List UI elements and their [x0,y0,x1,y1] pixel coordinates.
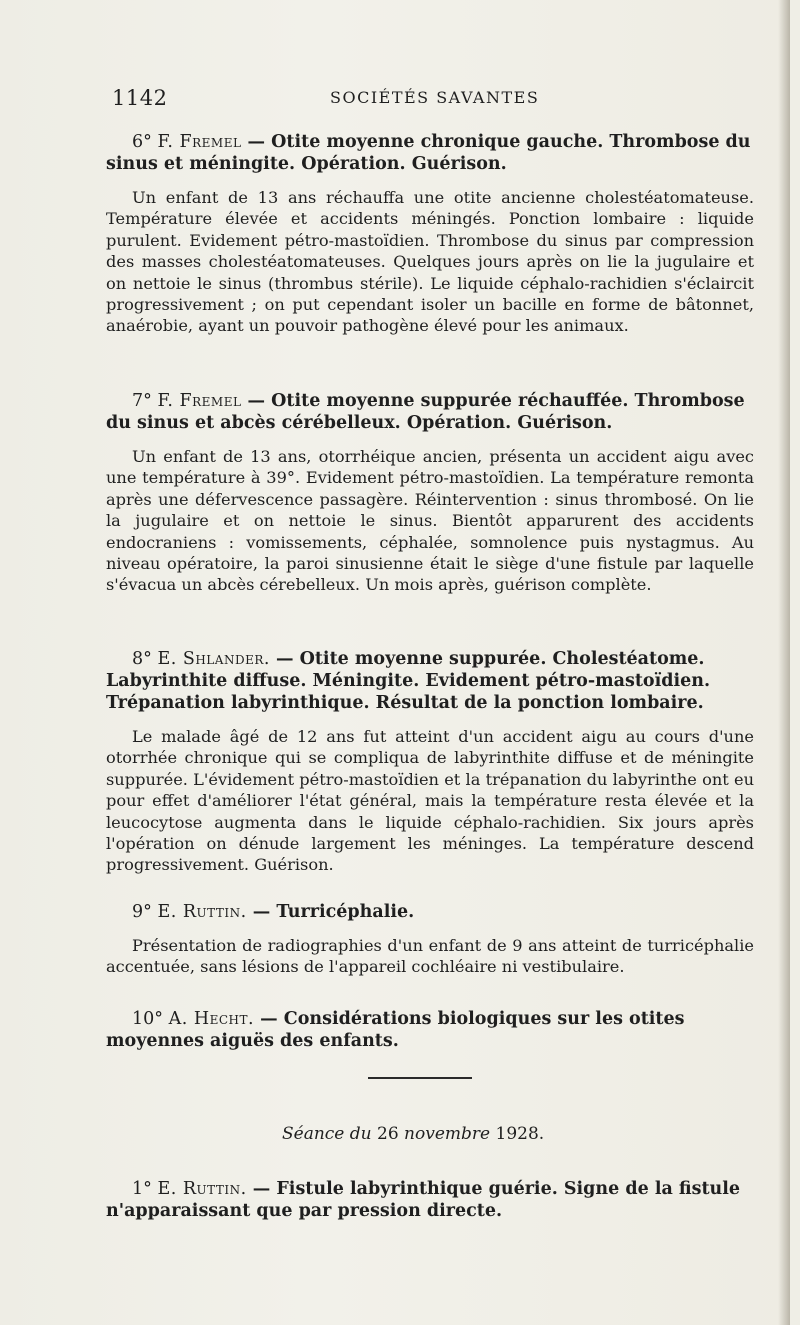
entry-title [106,1178,754,1222]
session-day: 26 [377,1124,399,1144]
entry-title [106,901,754,923]
entry-number: 10° [132,1009,169,1029]
entry-8 [106,648,754,876]
entry-6 [106,131,754,337]
entry-title [106,648,754,714]
entry-number: 9° [132,902,158,922]
session-entry-1 [106,1178,754,1222]
session-year: 1928. [495,1124,545,1144]
entry-title-text: — Turricéphalie. [246,902,415,922]
entry-author: A. Hecht. [168,1009,255,1029]
entry-number: 8° [132,649,158,669]
entry-number: 7° [132,391,158,411]
session-label: Séance du [282,1124,378,1144]
entry-title-text: — Otite moyenne chronique gauche. Thrombose du sinus et méningite. Opération. Guérison. [106,132,751,174]
session-month: novembre [398,1124,496,1144]
entry-9 [106,901,754,978]
entry-body: Le malade âgé de 12 ans fut atteint d'un accident aigu au cours d'une otorrhée chronique qui se compliqua de labyrinthite diffuse et de méningite suppurée. L'évidement pétro-mastoïdien et la trépanation du labyrinthe ont eu pour effet d'améliorer l'état général, mais la température resta élevée et la leucocytose augmenta dans le liquide céphalo-rachidien. Six jours après l'opération on dénude largement les méninges. La température descend progressivement. Guérison. [106,727,754,875]
entry-author: E. Shlander. [157,649,270,669]
entry-author: F. Fremel [157,132,242,152]
entry-author: E. Ruttin. [157,1179,247,1199]
entry-number: 1° [132,1179,158,1199]
entry-title-text: — Fistule labyrinthique guérie. Signe de la fistule n'apparaissant que par pression directe. [106,1179,741,1221]
entry-author: E. Ruttin. [157,902,247,922]
page-edge-shadow [778,0,790,1325]
session-heading [282,1124,544,1144]
entry-7 [106,390,754,596]
page-number: 1142 [112,86,168,110]
running-head: SOCIÉTÉS SAVANTES [330,88,540,107]
entry-author: F. Fremel [157,391,242,411]
entry-title [106,390,754,434]
entry-body: Présentation de radiographies d'un enfant de 9 ans atteint de turricéphalie accentuée, sans lésions de l'appareil cochléaire ni vestibulaire. [106,936,754,977]
entry-number: 6° [132,132,158,152]
entry-title-text: — Otite moyenne suppurée. Cholestéatome. Labyrinthite diffuse. Méningite. Evidement pétro-mastoïdien. Trépanation labyrinthique. Résultat de la ponction lombaire. [106,649,711,713]
entry-title-text: — Otite moyenne suppurée réchauffée. Thrombose du sinus et abcès cérébelleux. Opération. Guérison. [106,391,745,433]
entry-10 [106,1008,754,1052]
section-divider [368,1077,472,1079]
entry-body: Un enfant de 13 ans réchauffa une otite ancienne cholestéatomateuse. Température élevée et accidents méningés. Ponction lombaire : liquide purulent. Evidement pétro-mastoïdien. Thrombose du sinus par compression des masses cholestéatomateuses. Quelques jours après on lie la jugulaire et on nettoie le sinus (thrombus stérile). Le liquide céphalo-rachidien s'éclaircit progressivement ; on put cependant isoler un bacille en forme de bâtonnet, anaérobie, ayant un pouvoir pathogène élevé pour les animaux. [106,188,754,336]
page-header [112,86,742,114]
entry-body: Un enfant de 13 ans, otorrhéique ancien, présenta un accident aigu avec une température à 39°. Evidement pétro-mastoïdien. La température remonta après une défervescence passagère. Réintervention : sinus thrombosé. On lie la jugulaire et on nettoie le sinus. Bientôt apparurent des accidents endocraniens : vomissements, céphalée, somnolence puis nystagmus. Au niveau opératoire, la paroi sinusienne était le siège d'une fistule par laquelle s'évacua un abcès cérebelleux. Un mois après, guérison complète. [106,447,754,595]
entry-title-text: — Considérations biologiques sur les otites moyennes aiguës des enfants. [106,1009,685,1051]
entry-title [106,131,754,175]
entry-title [106,1008,754,1052]
